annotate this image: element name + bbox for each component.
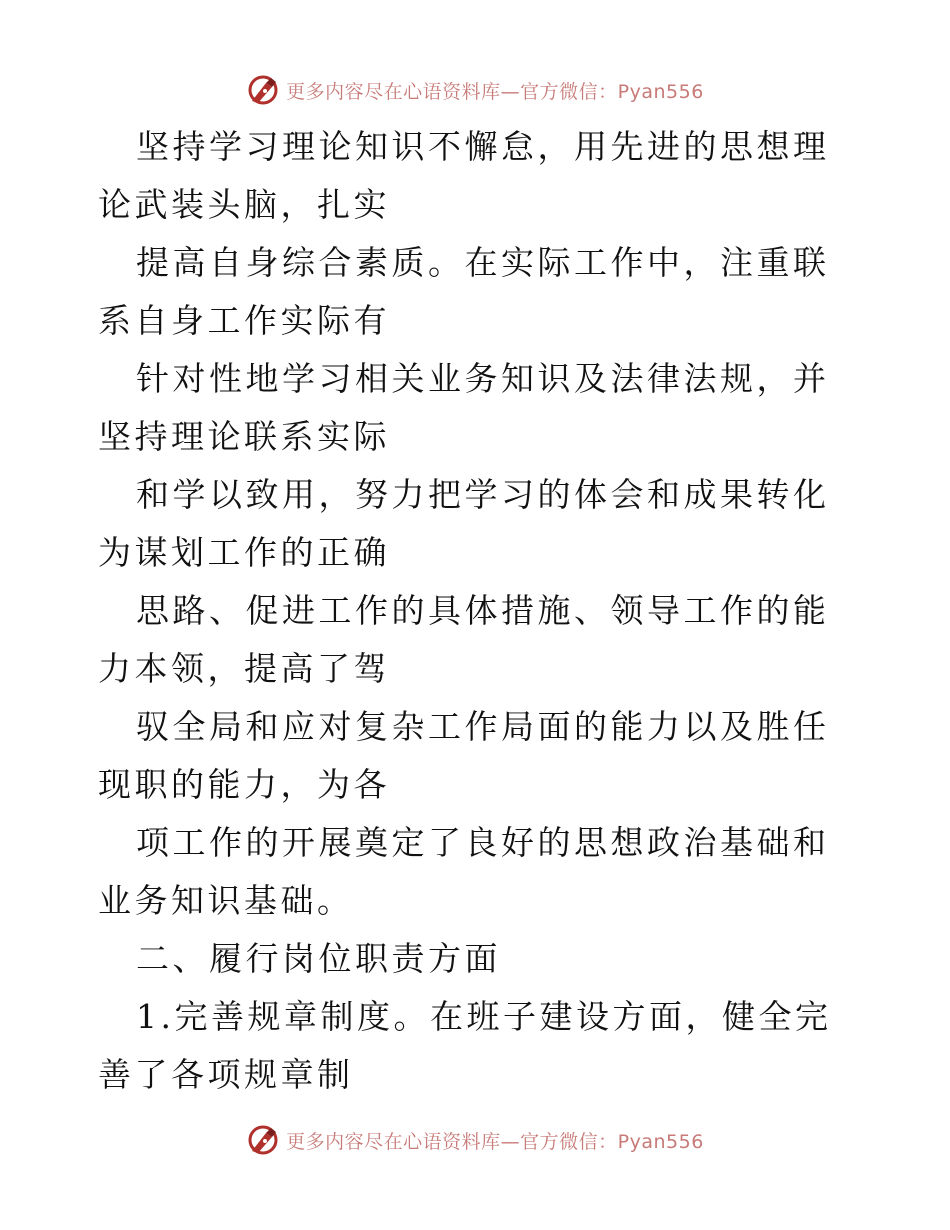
footer-watermark-banner: [0, 1120, 950, 1160]
paragraph: 项工作的开展奠定了良好的思想政治基础和业务知识基础。: [98, 823, 830, 920]
header-watermark-text: 更多内容尽在心语资料库—官方微信：Pyan556: [286, 80, 704, 103]
header-watermark-banner: [0, 70, 950, 110]
section-heading: 二、履行岗位职责方面: [136, 939, 501, 978]
paragraph: 坚持学习理论知识不懈怠，用先进的思想理论武装头脑，扎实: [98, 127, 830, 224]
paragraph: 针对性地学习相关业务知识及法律法规，并坚持理论联系实际: [98, 359, 830, 456]
paragraph: 提高自身综合素质。在实际工作中，注重联系自身工作实际有: [98, 243, 830, 340]
paragraph: 和学以致用，努力把学习的体会和成果转化为谋划工作的正确: [98, 475, 830, 572]
pen-nib-circle-icon: [246, 73, 280, 107]
paragraph: 驭全局和应对复杂工作局面的能力以及胜任现职的能力，为各: [98, 707, 830, 804]
pen-nib-circle-icon: [246, 1123, 280, 1157]
document-body: [98, 118, 858, 1104]
footer-watermark-text: 更多内容尽在心语资料库—官方微信：Pyan556: [286, 1130, 704, 1153]
paragraph: 思路、促进工作的具体措施、领导工作的能力本领，提高了驾: [98, 591, 830, 688]
paragraph: 1.完善规章制度。在班子建设方面，健全完善了各项规章制: [98, 997, 832, 1094]
